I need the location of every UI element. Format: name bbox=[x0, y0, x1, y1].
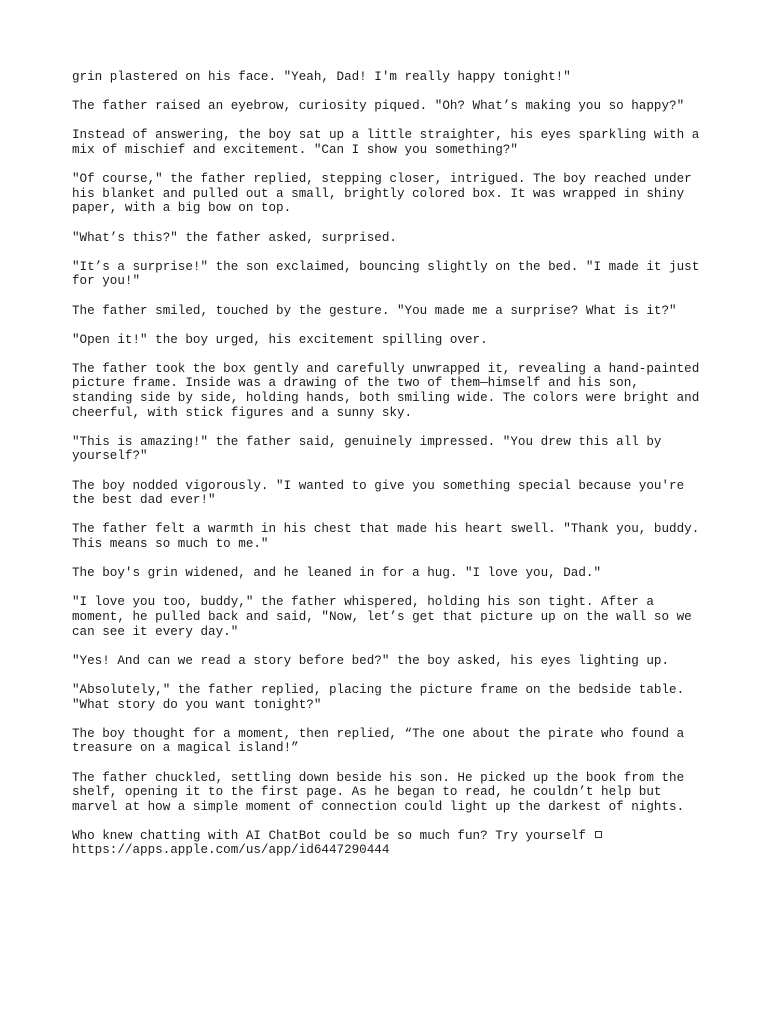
paragraph: The boy thought for a moment, then replied, “The one about the pirate who found a treasure on a magical island!” bbox=[72, 726, 685, 756]
app-store-link[interactable]: https://apps.apple.com/us/app/id6447290444 bbox=[72, 843, 390, 858]
paragraph: "What’s this?" the father asked, surprised. bbox=[72, 230, 397, 245]
document-page bbox=[72, 70, 712, 858]
paragraph: grin plastered on his face. "Yeah, Dad! I'm really happy tonight!" bbox=[72, 70, 571, 84]
box-glyph-icon bbox=[595, 831, 602, 838]
paragraph: The boy's grin widened, and he leaned in for a hug. "I love you, Dad." bbox=[72, 566, 602, 581]
paragraph: "I love you too, buddy," the father whispered, holding his son tight. After a moment, he pulled back and said, "Now, let’s get that picture up on the wall so we can see it every day." bbox=[72, 595, 692, 639]
paragraph: "Open it!" the boy urged, his excitement spilling over. bbox=[72, 332, 488, 347]
footer-text: Who knew chatting with AI ChatBot could be so much fun? Try yourself bbox=[72, 828, 586, 843]
paragraph: The father took the box gently and carefully unwrapped it, revealing a hand-painted picture frame. Inside was a drawing of the two of them—himself and his son, standing side by side, holding hands, both smiling wide. The colors were bright and cheerful, with stick figures and a sunny sky. bbox=[72, 361, 700, 420]
paragraph: Instead of answering, the boy sat up a little straighter, his eyes sparkling with a mix of mischief and excitement. "Can I show you something?" bbox=[72, 128, 700, 157]
paragraph: "It’s a surprise!" the son exclaimed, bouncing slightly on the bed. "I made it just for you!" bbox=[72, 259, 700, 289]
paragraph: "This is amazing!" the father said, genuinely impressed. "You drew this all by yourself?" bbox=[72, 434, 662, 464]
paragraph: The father felt a warmth in his chest that made his heart swell. "Thank you, buddy. This means so much to me." bbox=[72, 522, 700, 551]
paragraph: "Of course," the father replied, stepping closer, intrigued. The boy reached under his blanket and pulled out a small, brightly colored box. It was wrapped in shiny paper, with a big bow on top. bbox=[72, 172, 692, 216]
paragraph: The father raised an eyebrow, curiosity piqued. "Oh? What’s making you so happy?" bbox=[72, 99, 685, 114]
paragraph: "Absolutely," the father replied, placing the picture frame on the bedside table. "What story do you want tonight?" bbox=[72, 682, 685, 712]
paragraph: "Yes! And can we read a story before bed?" the boy asked, his eyes lighting up. bbox=[72, 653, 670, 668]
footer-promo bbox=[72, 829, 712, 858]
paragraph: The father smiled, touched by the gesture. "You made me a surprise? What is it?" bbox=[72, 303, 677, 318]
paragraph: The boy nodded vigorously. "I wanted to give you something special because you're the best dad ever!" bbox=[72, 478, 685, 508]
paragraph: The father chuckled, settling down beside his son. He picked up the book from the shelf, opening it to the first page. As he began to read, he couldn’t help but marvel at how a simple moment of connection could light up the darkest of nights. bbox=[72, 770, 685, 814]
